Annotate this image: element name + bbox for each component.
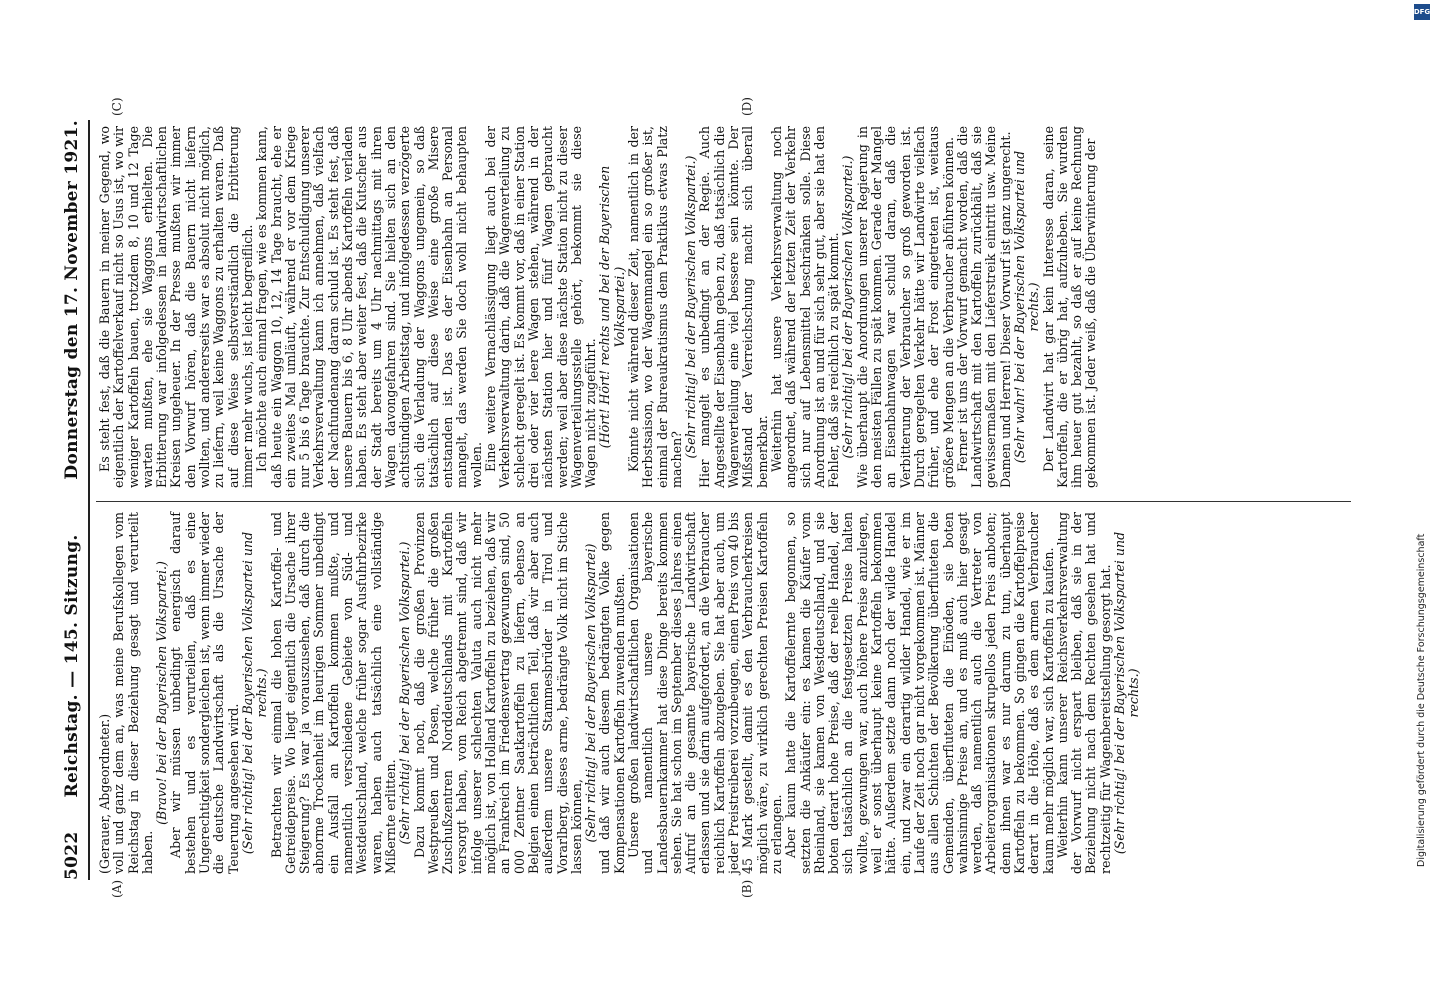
- margin-letter-b: (B): [740, 879, 754, 898]
- left-interjection: (Sehr richtig! bei der Bayerischen Volkspartei und rechts.): [239, 531, 270, 855]
- right-interjection: (Hört! Hört! rechts und bei der Bayerischen Volkspartei.): [597, 165, 627, 449]
- left-interjection: (Sehr richtig! bei der Bayerischen Volkspartei): [583, 543, 599, 843]
- left-interjection: (Sehr richtig! bei der Bayerischen Volkspartei.): [397, 541, 413, 845]
- right-paragraph: Ich möchte auch einmal fragen, wie es kommen kann, daß heute ein Waggon 10, 12, 14 Tage braucht, ehe er ein zweites Mal umläuft, während er vor dem Kriege nur 5 bis 6 Tage brauchte. Zur Entschuldigung unserer Verkehrsverwaltung kann ich annehmen, daß vielfach der Nachfundenang daran schuld ist. Es steht fest, daß unsere Bauern bis 6, 8 Uhr abends Kartoffeln verladen haben. Es steht aber weiter fest, daß die Kutscher aus der Stadt bereits um 4 Uhr nachmittags mit ihren Wagen davongefahren sind. Sie hielten sich an den achtstündigen Arbeitstag, und infolgedessen verzögerte sich die Verladung der Waggons ungemein, so daß tatsächlich auf diese Weise eine große Misere entstanden ist. Das es der Eisenbahn an Personal mangelt, das werden Sie doch wohl nicht behaupten wollen.: [254, 126, 484, 488]
- left-paragraph: Dazu kommt noch, daß die großen Provinzen Westpreußen und Posen, welche früher die großen Zuschußzentren Norddeutschlands mit Kartoffeln versorgt haben, vom Reich abgetrennt sind, daß wir infolge unserer schlechten Valuta auch nicht mehr möglich ist, von Holland Kartoffeln zu beziehen, daß wir an Frankreich im Friedensvertrag gezwungen sind, 50 000 Zentner Saatkartoffeln zu liefern, ebenso an Belgien einen beträchtlichen Teil, daß wir aber auch außerdem unsere Stammesbrüder in Tirol und Vorarlberg, dieses arme, bedrängte Volk nicht im Stiche lassen können,: [411, 512, 584, 874]
- left-interjection: (Sehr richtig! bei der Bayerischen Volkspartei und rechts.): [1112, 531, 1142, 855]
- right-paragraph: Wie überhaupt die Anordnungen unserer Regierung in den meisten Fällen zu spät kommen. Gerade der Mangel an Eisenbahnwagen war schuld daran, daß die Verbitterung der Verbraucher so groß geworden ist. Durch geregelten Verkehr hätte wir Landwirte vielfach früher, und ehe der Frost eingetreten ist, weitaus größere Mengen an die Verbraucher abführen können.: [854, 126, 956, 488]
- session-title: Reichstag. — 145. Sitzung.: [62, 534, 82, 798]
- right-interjection: (Sehr wahr! bei der Bayerischen Volkspartei und rechts.): [1012, 150, 1042, 464]
- left-paragraph: Aber wir müssen unbedingt energisch darauf bestehen und es verurteilen, daß es eine Ungerechtigkeit sondergleichen ist, wenn immer wieder die deutsche Landwirtschaft als die Ursache der Teuerung angesehen wird.: [168, 512, 241, 874]
- right-interjection: (Sehr richtig! bei der Bayerischen Volkspartei.): [683, 155, 699, 459]
- session-date: Donnerstag den 17. November 1921.: [62, 120, 82, 480]
- left-column: [98, 512, 1142, 874]
- right-column: [98, 126, 1099, 488]
- margin-letter-d: (D): [740, 97, 754, 116]
- margin-letter-a: (A): [110, 879, 124, 898]
- left-paragraph: und daß wir auch diesem bedrängten Volke gegen Kompensationen Kartoffeln zuwenden mußten.: [597, 512, 627, 874]
- right-paragraph: Es steht fest, daß die Bauern in meiner Gegend, wo eigentlich der Kartoffelverkauf nicht so Usus ist, wo wir weniger Kartoffeln bauen, trotzdem 8, 10 und 12 Tage warten mußten, ehe sie Waggons erhielten. Die Erbitterung war infolgedessen in landwirtschaftlichen Kreisen ungeheuer. In der Presse mußten wir immer den Vorwurf hören, daß die Bauern nicht liefern wollten, und andererseits war es absolut nicht möglich, zu liefern, weil keine Waggons zu erhalten waren. Daß auf diese Weise selbstverständlich die Erbitterung immer mehr wuchs, ist leicht begreiflich.: [97, 126, 255, 488]
- right-paragraph: Weiterhin hat unsere Verkehrsverwaltung noch angeordnet, daß während der letzten Zeit der Verkehr sich nur auf Lebensmittel beschränken solle. Diese Anordnung ist an und für sich sehr gut, aber sie hat den Fehler, daß sie reichlich zu spät kommt.: [768, 126, 842, 488]
- right-paragraph: Eine weitere Vernachlässigung liegt auch bei der Verkehrsverwaltung darin, daß die Wagenverteilung zu schlecht geregelt ist. Es kommt vor, daß in einer Station drei oder vier leere Wagen stehen, während in der nächsten Station hier und fünf Wagen gebraucht werden; weil aber diese nächste Station nicht zu dieser Wagenverteilungsstelle gehört, bekommt sie diese Wagen nicht zugeführt.: [483, 126, 599, 488]
- column-divider: [96, 501, 1351, 502]
- right-paragraph: Hier mangelt es unbedingt an der Regie. Auch Angestellte der Eisenbahn geben zu, daß tatsächlich die Wagenverteilung eine viel bessere sein könnte. Der Mißstand der Verreichschung macht sich überall bemerkbar.: [697, 126, 770, 488]
- left-paragraph: Weiterhin kann unserer Reichsverkehrsverwaltung der Vorwurf nicht erspart bleiben, daß sie in der Beziehung nicht nach dem Rechten gesehen hat und rechtzeitig für Wagenbereitstellung gesorgt hat.: [1054, 512, 1113, 874]
- left-paragraph: Betrachten wir einmal die hohen Kartoffel- und Getreidepreise. Wo liegt eigentlich die Ursache ihrer Steigerung? Es war ja vorauszusehen, daß durch die abnorme Trockenheit im heurigen Sommer unbedingt ein Ausfall an Kartoffeln kommen mußte, und namentlich verschiedene Gebiete von Süd- und Westdeutschland, welche früher sogar Ausfuhrbezirke waren, haben auch tatsächlich eine vollständige Mißernte erlitten.: [268, 512, 398, 874]
- right-paragraph: Ferner ist uns der Vorwurf gemacht worden, daß die Landwirtschaft mit den Kartoffeln zurückhält, daß sie gewissermaßen mit den Lieferstreik eintritt usw. Meine Damen und Herren! Dieser Vorwurf ist ganz ungerecht.: [954, 126, 1013, 488]
- right-interjection: (Sehr richtig! bei der Bayerischen Volkspartei.): [840, 155, 856, 459]
- digitization-note: Digitalisierung gefördert durch die Deutsche Forschungsgemeinschaft: [1416, 533, 1427, 867]
- page-number: 5022: [62, 831, 82, 880]
- right-paragraph: Könnte nicht während dieser Zeit, namentlich in der Herbstsaison, wo der Wagenmangel ein so großer ist, einmal der Bureaukratismus dem Praktikus etwas Platz machen?: [625, 126, 684, 488]
- dfg-logo: DFG: [1414, 4, 1430, 20]
- left-paragraph: (Gerauer, Abgeordneter.): [97, 713, 112, 874]
- margin-letter-c: (C): [110, 97, 124, 116]
- page-header: [60, 120, 84, 880]
- header-rule: [88, 120, 90, 880]
- left-paragraph: Aber kaum hatte die Kartoffelernte begonnen, so setzten die Ankäufer ein: es kamen die Käufer vom Rheinland, sie kamen von Westdeutschland, und sie boten derart hohe Preise, daß der reelle Handel, der sich tatsächlich an die festgesetzten Preise halten wollte, gezwungen war, auch höhere Preise anzulegen, weil er sonst überhaupt keine Kartoffeln bekommen hätte. Außerdem setzte dann noch der wilde Handel ein, und zwar ein derartig wilder Handel, wie er im Laufe der Zeit noch gar nicht vorgekommen ist. Männer aus allen Schichten der Bevölkerung überfluteten die Gemeinden, überfluteten die Einöden, sie boten wahnsinnige Preise an, und es muß auch hier gesagt werden, daß namentlich auch die Vertreter von Arbeiterorganisationen skrupellos jeden Preis anboten; denn ihnen war es nur darum zu tun, überhaupt Kartoffeln zu bekommen. So gingen die Kartoffelpreise derart in die Höhe, daß es dem armen Verbraucher kaum mehr möglich war, sich Kartoffeln zu kaufen.: [783, 512, 1056, 874]
- left-paragraph: voll und ganz dem an, was meine Berufskollegen vom Reichstag in dieser Beziehung gesagt und verurteilt haben.: [111, 512, 155, 874]
- left-paragraph: Unsere großen landwirtschaftlichen Organisationen und namentlich unsere bayerische Landesbauernkammer hat diese Dinge bereits kommen sehen. Sie hat schon im September dieses Jahres einen Aufruf an die gesamte bayerische Landwirtschaft erlassen und sie darin aufgefordert, an die Verbraucher reichlich Kartoffeln abzugeben. Sie hat aber auch, um jeder Preistreiberei vorzubeugen, einen Preis von 40 bis 45 Mark gestellt, damit es den Verbraucherkreisen möglich wäre, zu wirklich gerechten Preisen Kartoffeln zu erlangen.: [625, 512, 784, 874]
- left-interjection: (Bravo! bei der Bayerischen Volkspartei.): [154, 561, 170, 825]
- right-paragraph: Der Landwirt hat gar kein Interesse daran, seine Kartoffeln, die er übrig hat, aufzuheben. Sie wurden ihm heuer gut bezahlt, so daß er auf keine Rechnung gekommen ist. Jeder weiß, daß die Überwinterung der: [1040, 126, 1099, 488]
